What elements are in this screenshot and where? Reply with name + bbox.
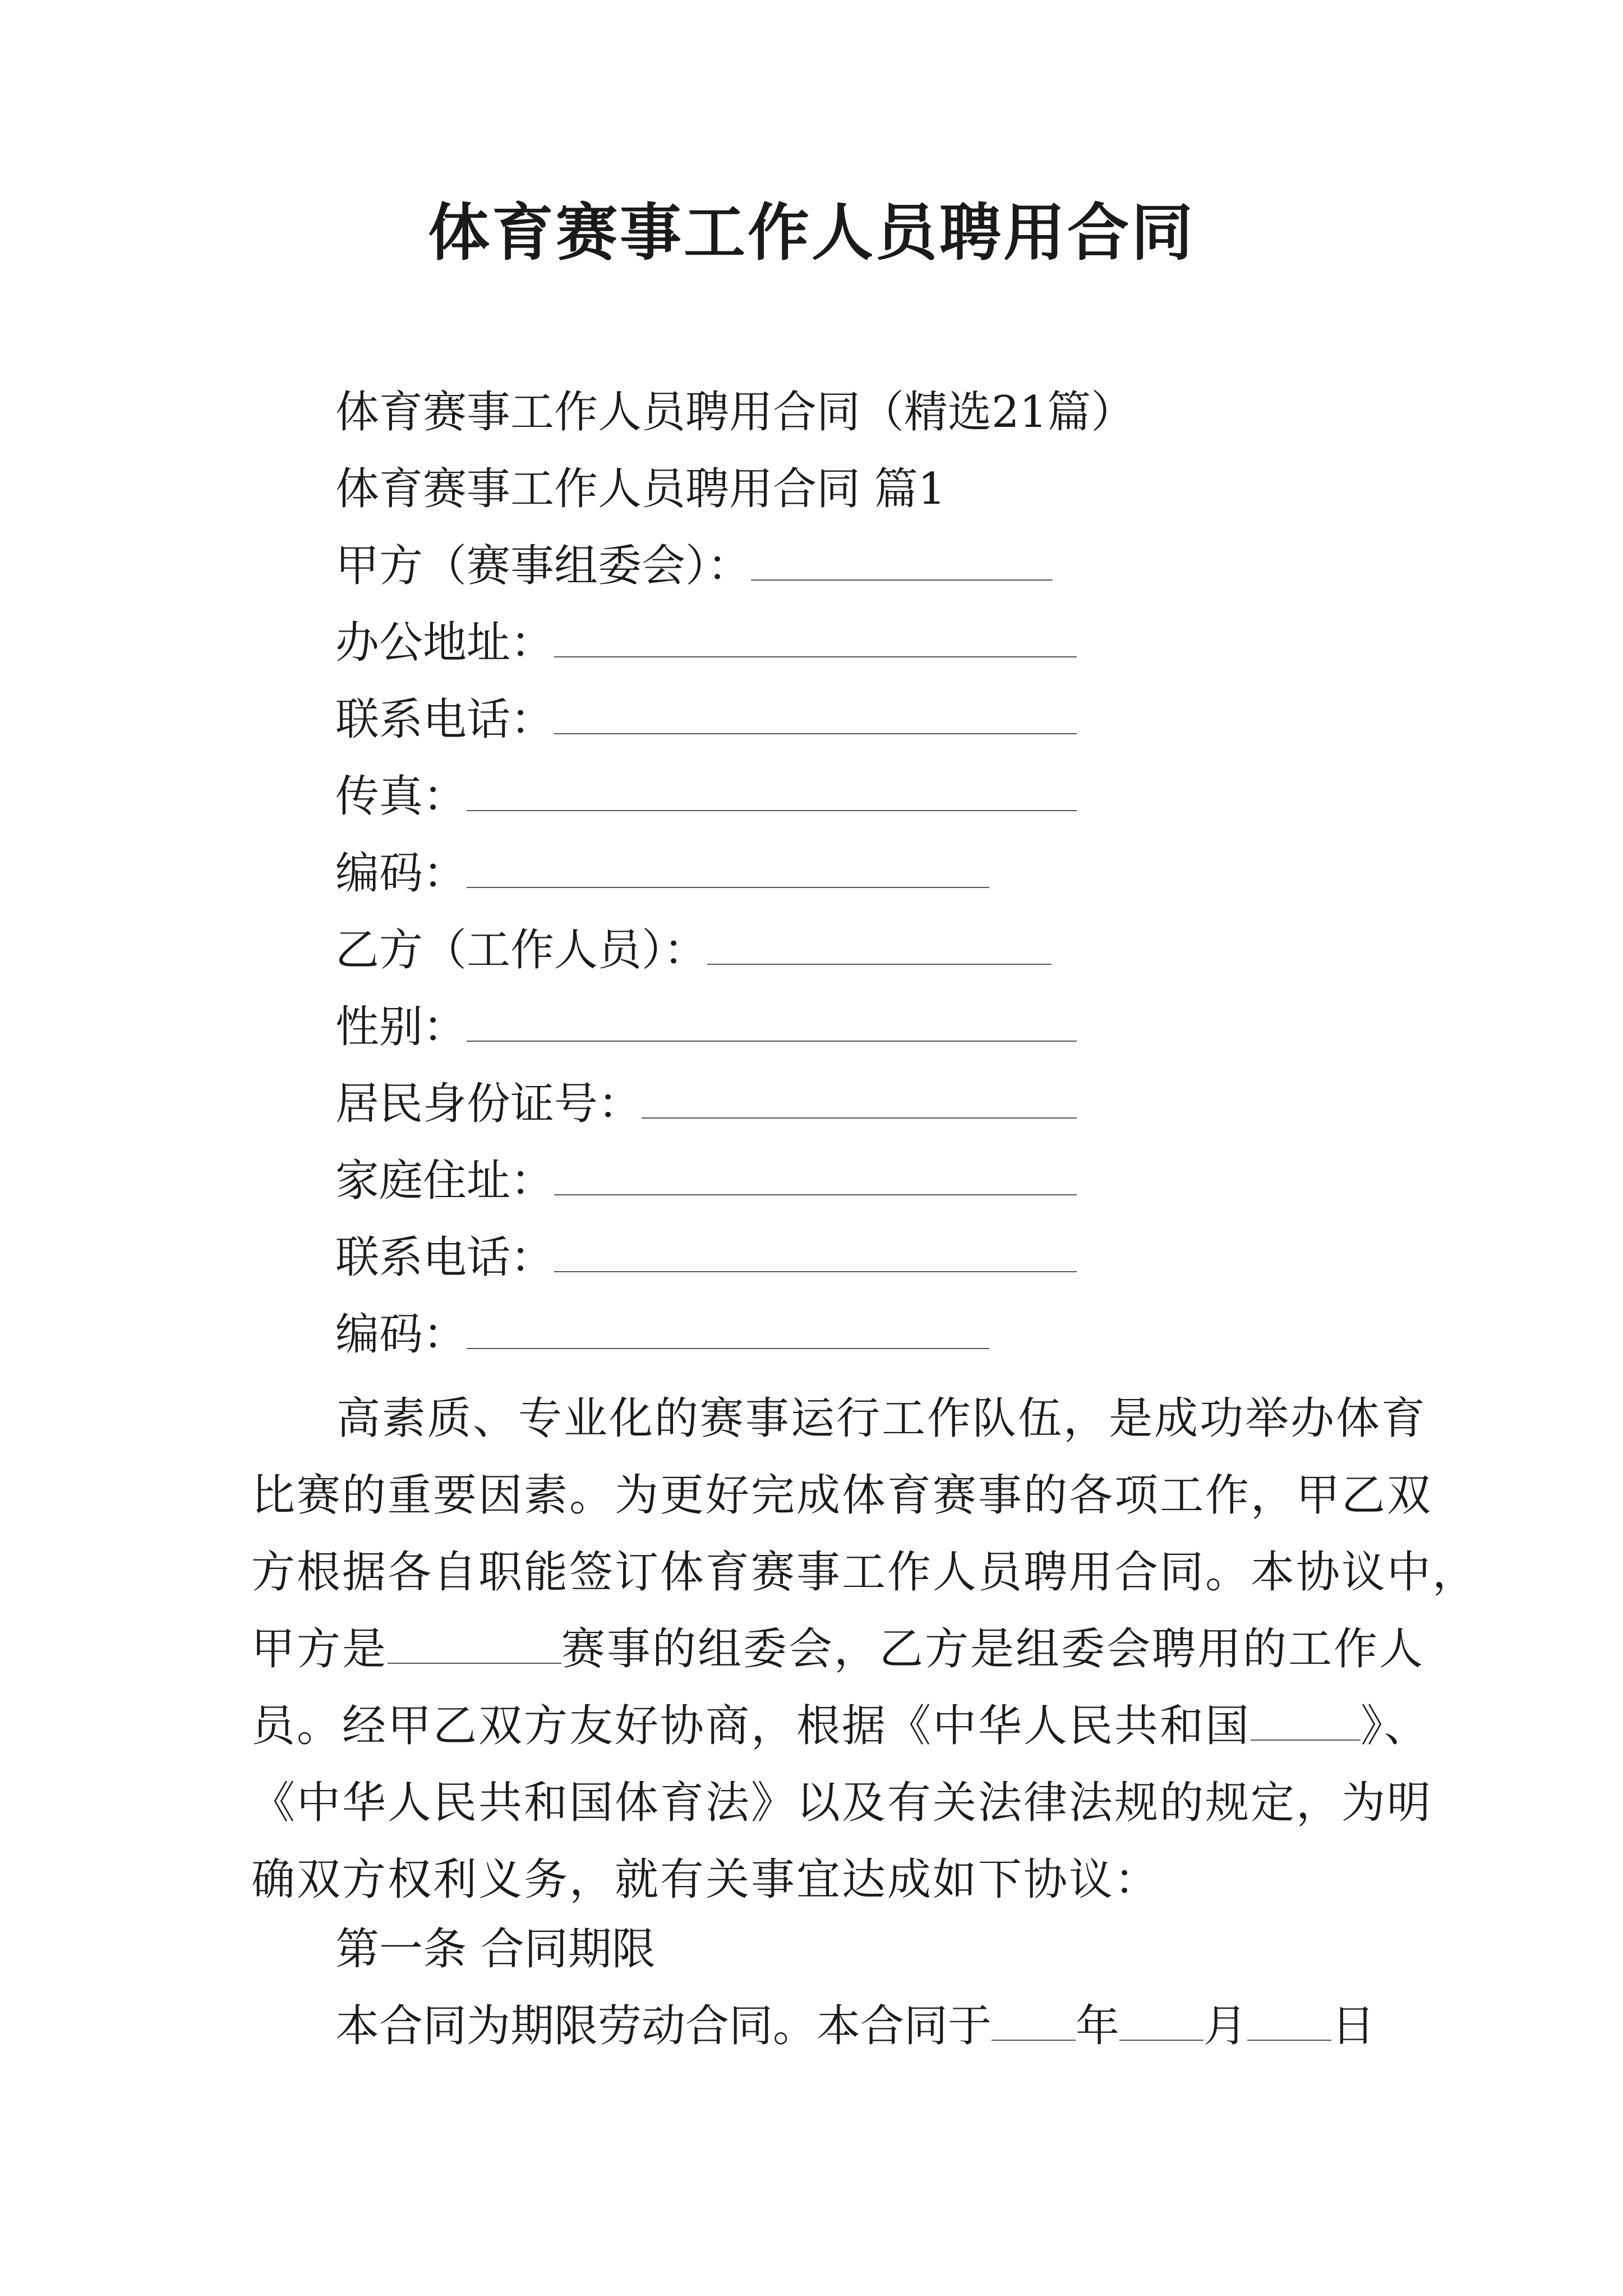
blank-line (642, 1077, 1077, 1119)
section-heading: 体育赛事工作人员聘用合同 篇1 (335, 464, 946, 514)
blank-line (467, 1000, 1077, 1042)
blank-line (388, 1622, 561, 1664)
blank-line (707, 923, 1052, 965)
field-label: 家庭住址： (335, 1156, 555, 1206)
field-label: 编码： (335, 848, 467, 899)
field-label: 传真： (335, 771, 467, 822)
blank-line (467, 770, 1077, 811)
blank-line (467, 846, 989, 888)
paragraph-line (251, 1688, 1430, 1765)
paragraph-line: 方根据各自职能签订体育赛事工作人员聘用合同。本协议中， (251, 1547, 1478, 1598)
text-fragment: 年 (1076, 2001, 1120, 2051)
field-label: 联系电话： (335, 1232, 555, 1283)
blank-line (554, 1154, 1077, 1195)
document-title: 体育赛事工作人员聘用合同 (428, 196, 1195, 269)
paragraph-line: 《中华人民共和国体育法》以及有关法律法规的规定，为明 (251, 1778, 1433, 1828)
blank-line (554, 693, 1077, 734)
field-code-b (335, 1304, 989, 1365)
blank-line (467, 1308, 989, 1349)
blank-line (1119, 1999, 1204, 2041)
field-label: 联系电话： (335, 694, 555, 745)
blank-line (554, 616, 1077, 657)
blank-line (1251, 1699, 1361, 1741)
paragraph-line: 高素质、专业化的赛事运行工作队伍，是成功举办体育 (336, 1393, 1427, 1444)
blank-line (992, 1999, 1076, 2041)
field-gender (335, 996, 1077, 1058)
text-fragment: 员。经甲乙双方友好协商，根据《中华人民共和国 (251, 1701, 1251, 1751)
field-party-a (335, 535, 1053, 597)
article-heading: 第一条 合同期限 (335, 1924, 656, 1975)
field-party-b (335, 919, 1052, 981)
blank-line (1247, 1999, 1331, 2041)
field-label: 编码： (335, 1309, 467, 1360)
text-fragment: 》、 (1361, 1701, 1430, 1751)
text-fragment: 月 (1204, 2001, 1248, 2051)
field-code-a (335, 843, 989, 904)
field-label: 乙方（工作人员）： (335, 925, 708, 976)
field-label: 甲方（赛事组委会）： (335, 541, 751, 591)
field-fax (335, 766, 1077, 827)
intro-paragraph (251, 1381, 1478, 1918)
blank-line (751, 539, 1053, 581)
field-office-address (335, 612, 1077, 674)
field-home-address (335, 1150, 1077, 1212)
paragraph-line: 比赛的重要因素。为更好完成体育赛事的各项工作，甲乙双 (251, 1470, 1433, 1521)
text-fragment: 赛事的组委会，乙方是组委会聘用的工作人 (561, 1624, 1425, 1674)
blank-line (554, 1231, 1077, 1272)
document-subtitle: 体育赛事工作人员聘用合同（精选21篇） (335, 387, 1135, 438)
field-phone-a (335, 689, 1077, 751)
field-label: 性别： (335, 1002, 467, 1052)
paragraph-line (251, 1611, 1425, 1688)
field-label: 居民身份证号： (335, 1079, 642, 1129)
text-fragment: 本合同为期限劳动合同。本合同于 (335, 2001, 992, 2051)
text-fragment: 日 (1331, 2001, 1376, 2051)
field-id-number (335, 1073, 1077, 1135)
paragraph-line: 确双方权利义务，就有关事宜达成如下协议： (251, 1855, 1160, 1905)
field-phone-b (335, 1227, 1077, 1289)
text-fragment: 甲方是 (251, 1624, 388, 1674)
article-text (335, 1995, 1375, 2057)
field-label: 办公地址： (335, 618, 555, 668)
